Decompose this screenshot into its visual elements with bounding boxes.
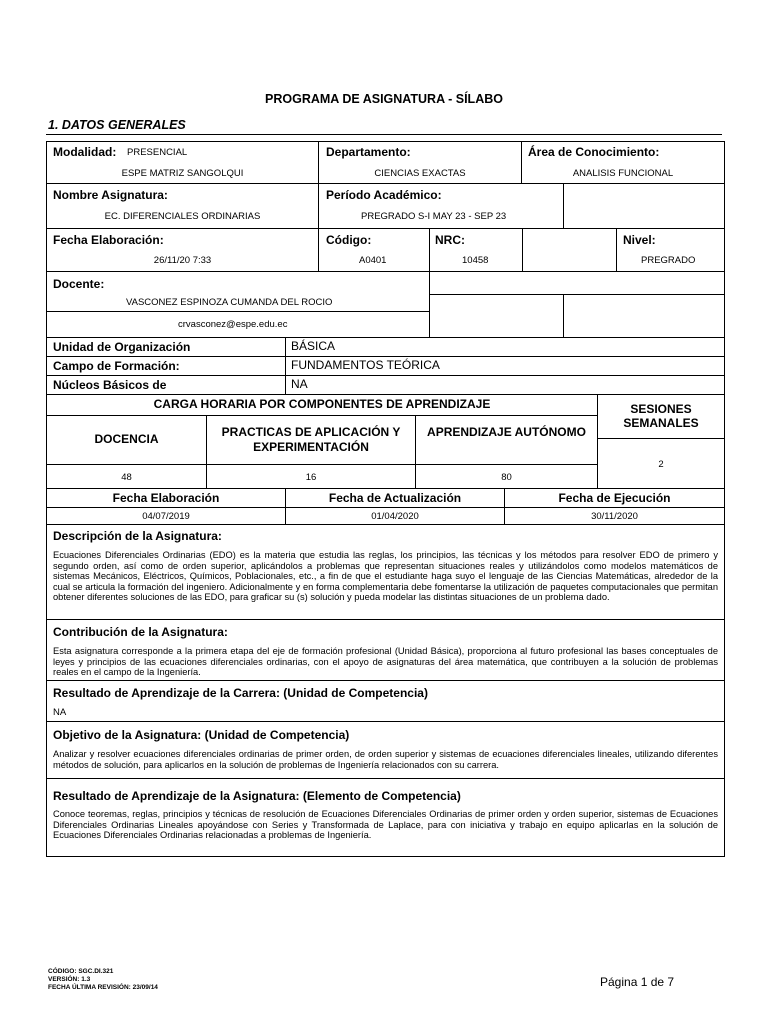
nrc-label: NRC: <box>435 233 465 247</box>
fecha-ejecucion-header <box>504 488 725 508</box>
practicas-label-line2: EXPERIMENTACIÓN <box>253 440 369 454</box>
area-cell <box>521 141 725 184</box>
sesiones-value-cell <box>597 438 725 489</box>
asignatura-cell <box>46 183 319 229</box>
practicas-value-cell <box>206 464 416 489</box>
autonomo-value: 80 <box>501 472 512 483</box>
asignatura-label: Nombre Asignatura: <box>53 188 168 202</box>
page-title: PROGRAMA DE ASIGNATURA - SÍLABO <box>265 92 503 106</box>
fecha-elab-cell <box>46 228 319 272</box>
codigo-label: Código: <box>326 233 372 247</box>
fecha-elaboracion-value: 04/07/2019 <box>142 511 190 522</box>
asignatura-value: EC. DIFERENCIALES ORDINARIAS <box>104 211 261 222</box>
empty-cell <box>429 271 725 295</box>
fecha-elab-label: Fecha Elaboración: <box>53 233 164 247</box>
objetivo-label: Objetivo de la Asignatura: (Unidad de Competencia) <box>53 728 350 742</box>
resultado-asignatura-label: Resultado de Aprendizaje de la Asignatura: (Elemento de Competencia) <box>53 789 461 803</box>
nucleos-label: Núcleos Básicos de <box>53 378 167 392</box>
docente-email-cell <box>46 311 430 338</box>
fecha-actualizacion-value: 01/04/2020 <box>371 511 419 522</box>
campo-value-cell <box>285 356 725 376</box>
footer-metadata <box>48 968 158 992</box>
fecha-elaboracion-value-cell <box>46 507 286 525</box>
fecha-ejecucion-value: 30/11/2020 <box>591 511 638 522</box>
modalidad-label: Modalidad: <box>53 145 117 159</box>
campo-label: Campo de Formación: <box>53 359 180 373</box>
autonomo-cell <box>415 415 598 465</box>
footer-fecha: FECHA ÚLTIMA REVISIÓN: 23/09/14 <box>48 984 158 991</box>
docencia-value-cell <box>46 464 207 489</box>
docente-label: Docente: <box>53 277 105 291</box>
empty-cell <box>563 183 725 229</box>
nivel-cell <box>616 228 725 272</box>
contribucion-cell <box>46 619 725 681</box>
fecha-actualizacion-header <box>285 488 505 508</box>
practicas-label-line1: PRACTICAS DE APLICACIÓN Y <box>221 425 401 439</box>
empty-cell <box>429 294 564 338</box>
campo-value: FUNDAMENTOS TEÓRICA <box>291 358 440 372</box>
section-divider <box>46 134 722 135</box>
docencia-cell <box>46 415 207 465</box>
resultado-asignatura-cell <box>46 778 725 857</box>
departamento-value: CIENCIAS EXACTAS <box>374 168 466 179</box>
carga-header-cell <box>46 394 598 416</box>
area-value: ANALISIS FUNCIONAL <box>572 168 674 179</box>
resultado-carrera-text: NA <box>53 707 67 718</box>
sesiones-label-line1: SESIONES <box>630 402 692 416</box>
unidad-value-cell <box>285 337 725 357</box>
sesiones-header-cell <box>597 394 725 439</box>
autonomo-value-cell <box>415 464 598 489</box>
codigo-cell <box>318 228 430 272</box>
carga-header: CARGA HORARIA POR COMPONENTES DE APRENDIZAJE <box>153 397 491 411</box>
fecha-elaboracion-label: Fecha Elaboración <box>112 491 220 505</box>
objetivo-text: Analizar y resolver ecuaciones diferenciales ordinarias de primer orden, de orden superior y sistemas de ecuaciones diferenciales lineales, utilizando diferentes métodos de solución, para aplicarlos en la solución de problemas de Ingeniería relacionados con su carrera. <box>53 749 718 770</box>
descripcion-text: Ecuaciones Diferenciales Ordinarias (EDO) es la materia que estudia las reglas, los principios, las técnicas y los métodos para resolver EDO de primero y segundo orden, así como de orden superior, aplicándolos a problemas que representan situaciones reales y utilizándolos como modelos matemáticos de sistemas Mecánicos, Eléctricos, Químicos, Poblacionales, etc., a fin de que el estudiante haga suyo el lenguaje de las Ciencias Matemáticas, alrededor de la cual se articula la formación del ingeniero. Adicionalmente y en forma complementaria debe fomentarse la utilización de paquetes computacionales que permitan obtener diferentes soluciones de las EDO, para graficar su (s) solución y pueda modelar las distintas situaciones de un problema dado. <box>53 550 718 602</box>
fecha-elaboracion-header <box>46 488 286 508</box>
fecha-ejecucion-value-cell <box>504 507 725 525</box>
campus-value: ESPE MATRIZ SANGOLQUI <box>121 168 244 179</box>
resultado-carrera-label: Resultado de Aprendizaje de la Carrera: (Unidad de Competencia) <box>53 686 428 700</box>
descripcion-label: Descripción de la Asignatura: <box>53 529 222 543</box>
docente-name: VASCONEZ ESPINOZA CUMANDA DEL ROCIO <box>126 297 333 308</box>
page-number: Página 1 de 7 <box>600 975 675 989</box>
objetivo-cell <box>46 721 725 779</box>
periodo-cell <box>318 183 564 229</box>
nucleos-value-cell <box>285 375 725 395</box>
fecha-actualizacion-label: Fecha de Actualización <box>328 491 462 505</box>
fecha-actualizacion-value-cell <box>285 507 505 525</box>
nucleos-label-cell <box>46 375 286 395</box>
modalidad-value: PRESENCIAL <box>127 147 188 158</box>
footer-version: VERSIÓN: 1.3 <box>48 976 91 983</box>
fecha-elab-value: 26/11/20 7:33 <box>153 255 212 266</box>
modalidad-cell <box>46 141 319 184</box>
contribucion-label: Contribución de la Asignatura: <box>53 625 228 639</box>
nrc-value: 10458 <box>462 255 489 266</box>
unidad-label: Unidad de Organización <box>53 340 191 354</box>
docente-cell <box>46 271 430 312</box>
resultado-carrera-cell <box>46 680 725 722</box>
sesiones-value: 2 <box>658 459 664 470</box>
docente-email: crvasconez@espe.edu.ec <box>178 319 288 330</box>
unidad-value: BÁSICA <box>291 339 336 353</box>
nivel-label: Nivel: <box>623 233 656 247</box>
periodo-label: Período Académico: <box>326 188 442 202</box>
practicas-cell <box>206 415 416 465</box>
sesiones-label-line2: SEMANALES <box>623 416 699 430</box>
area-label: Área de Conocimiento: <box>528 145 660 159</box>
resultado-asignatura-text: Conoce teoremas, reglas, principios y técnicas de resolución de Ecuaciones Diferenciales Ordinarias de primer orden y orden superior, sistemas de Ecuaciones Diferenciales Ordinarias Lineales apoyándose con Series y Transformada de Laplace, para con iniciativa y trabajo en equipo aplicarlas en la solución de Ecuaciones Diferenciales Ordinarias relacionadas a problemas de Ingeniería. <box>53 809 718 840</box>
departamento-label: Departamento: <box>326 145 411 159</box>
unidad-label-cell <box>46 337 286 357</box>
campo-label-cell <box>46 356 286 376</box>
footer-codigo: CÓDIGO: SGC.DI.321 <box>48 968 114 975</box>
practicas-value: 16 <box>305 472 317 483</box>
contribucion-text: Esta asignatura corresponde a la primera etapa del eje de formación profesional (Unidad Básica), proporciona al futuro profesional las bases conceptuales de leyes y principios de las ecuaciones diferenciales ordinarias, con el apoyo de asignaturas del área matemática, que contribuyen a la solución de problemas reales en el campo de la Ingeniería. <box>53 646 718 677</box>
codigo-value: A0401 <box>359 255 387 266</box>
periodo-value: PREGRADO S-I MAY 23 - SEP 23 <box>361 211 507 222</box>
nrc-cell <box>429 228 523 272</box>
descripcion-cell <box>46 524 725 620</box>
nucleos-value: NA <box>291 377 308 391</box>
departamento-cell <box>318 141 522 184</box>
docencia-label: DOCENCIA <box>94 432 159 446</box>
empty-cell <box>563 294 725 338</box>
nivel-value: PREGRADO <box>641 255 696 266</box>
section-heading: 1. DATOS GENERALES <box>48 118 186 132</box>
docencia-value: 48 <box>121 472 132 483</box>
fecha-ejecucion-label: Fecha de Ejecución <box>558 491 671 505</box>
autonomo-label: APRENDIZAJE AUTÓNOMO <box>427 425 586 439</box>
empty-cell <box>522 228 617 272</box>
